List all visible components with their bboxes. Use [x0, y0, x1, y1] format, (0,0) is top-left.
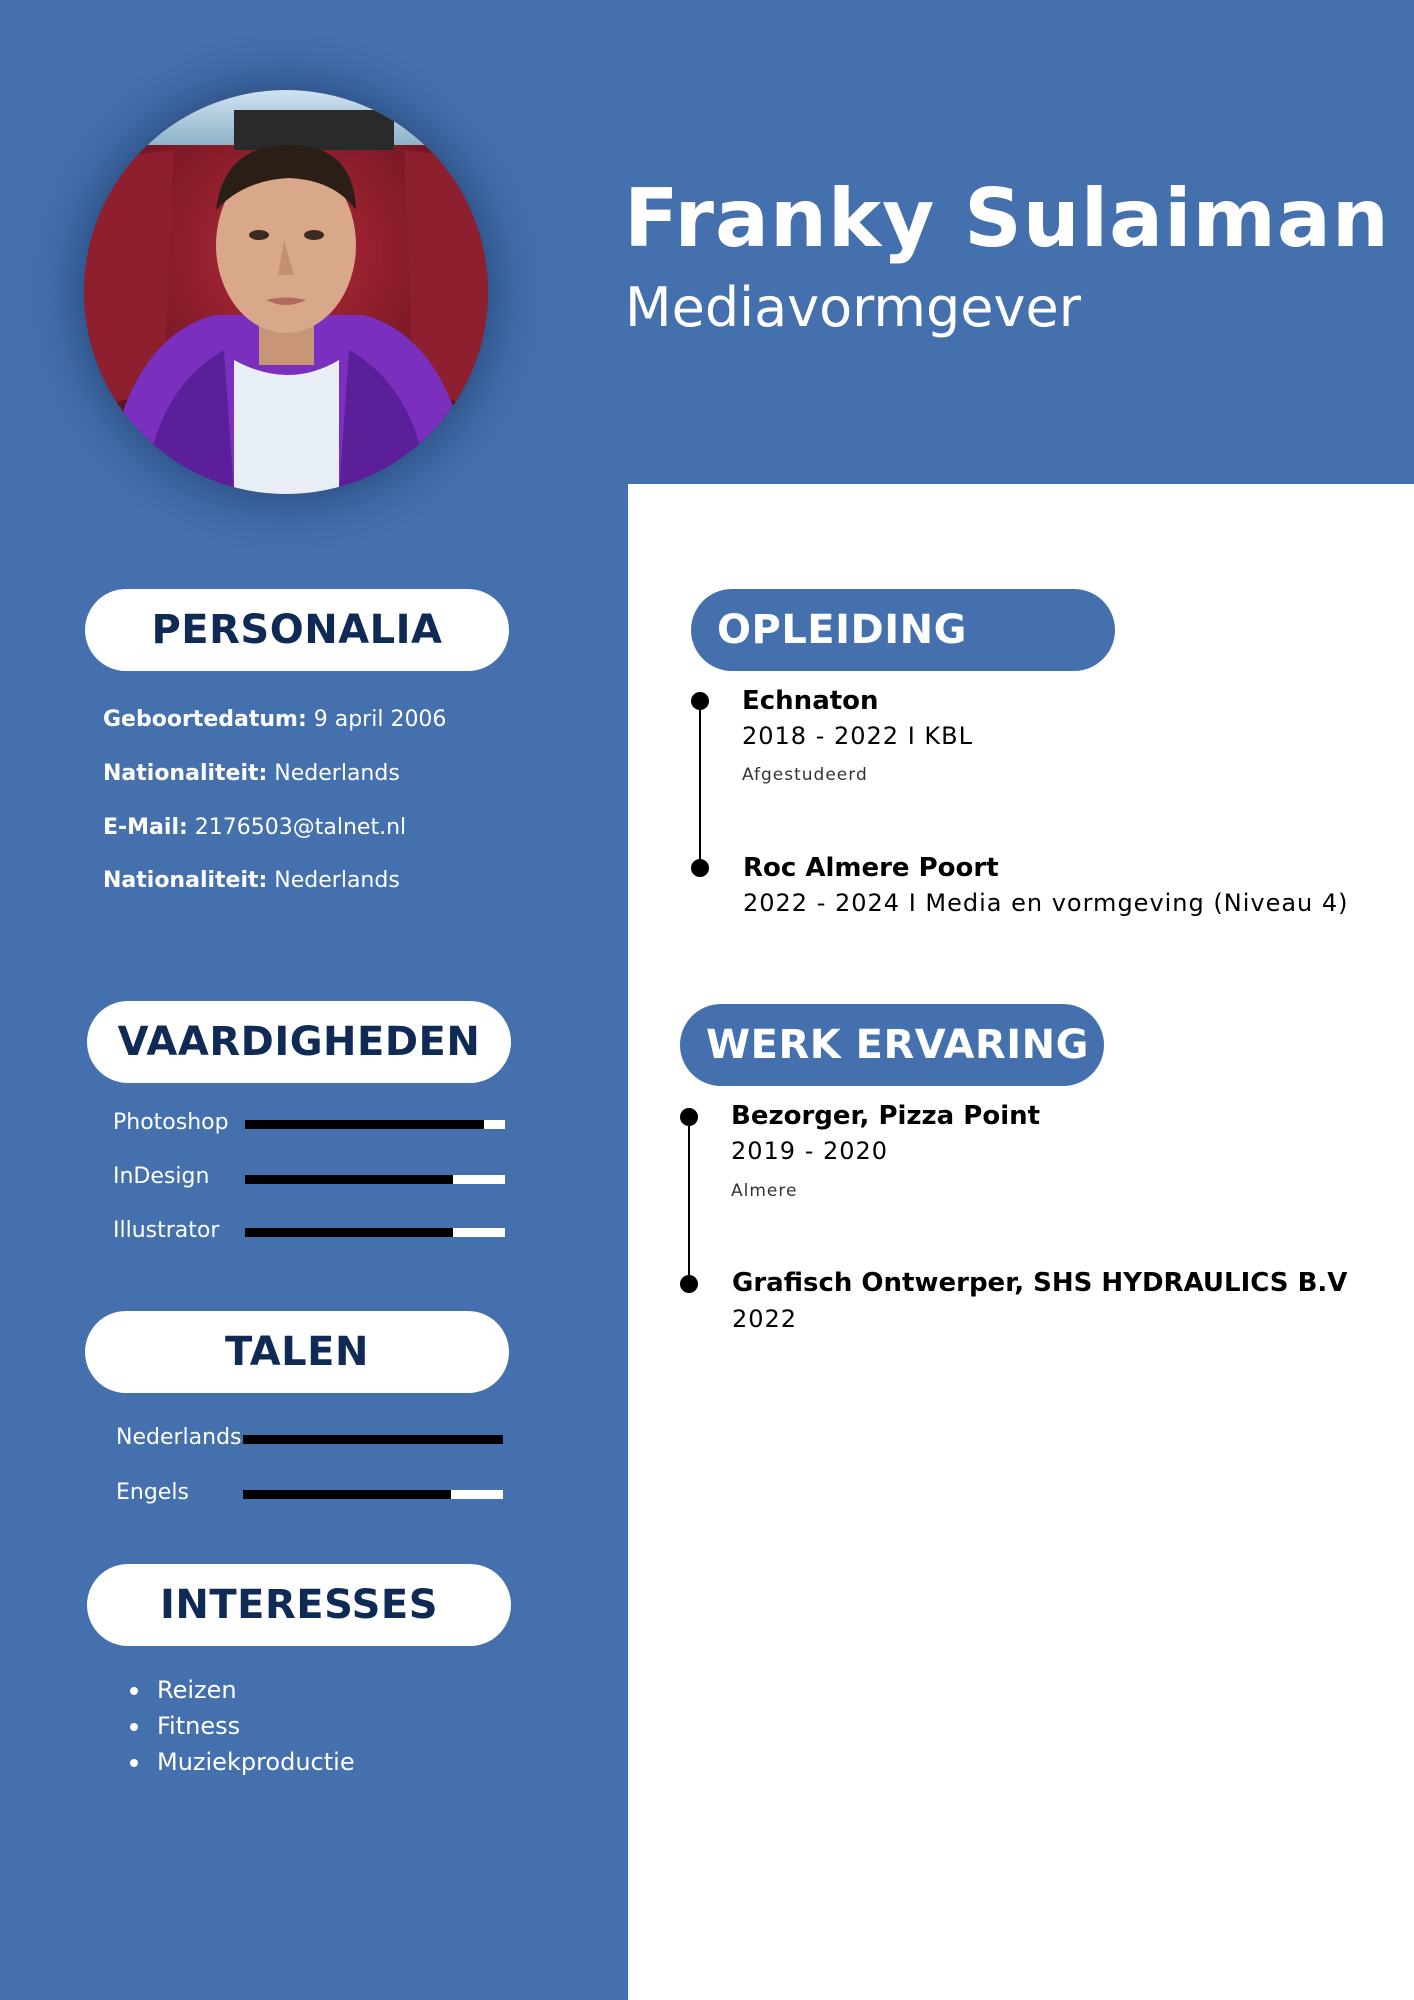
bullet-icon [130, 1759, 138, 1767]
skill-bar-fill [245, 1175, 453, 1184]
timeline-line [688, 1117, 690, 1284]
list-item [130, 1708, 355, 1744]
candidate-name: Franky Sulaiman [624, 172, 1390, 265]
timeline-dot [691, 692, 709, 710]
work-note: Almere [731, 1181, 798, 1201]
info-label: Geboortedatum: [103, 707, 307, 732]
work-title: Grafisch Ontwerper, SHS HYDRAULICS B.V [732, 1268, 1348, 1298]
work-period: 2022 [732, 1305, 798, 1333]
list-item [130, 1672, 355, 1708]
education-note: Afgestudeerd [742, 765, 868, 785]
skill-label: Illustrator [113, 1218, 220, 1243]
interest-label: Reizen [157, 1676, 237, 1704]
language-bar-fill [243, 1435, 503, 1444]
language-bar [243, 1490, 503, 1499]
skill-bar-fill [245, 1120, 484, 1129]
profile-photo [84, 90, 488, 494]
interest-label: Fitness [157, 1712, 241, 1740]
timeline-dot [680, 1275, 698, 1293]
info-value: 2176503@talnet.nl [187, 815, 407, 840]
interests-list [130, 1672, 355, 1780]
education-heading: OPLEIDING [691, 589, 1115, 671]
education-title: Roc Almere Poort [743, 853, 999, 883]
education-period: 2018 - 2022 I KBL [742, 722, 973, 750]
info-value: Nederlands [267, 761, 400, 786]
interests-heading: INTERESSES [87, 1564, 511, 1646]
info-label: E-Mail: [103, 815, 188, 840]
candidate-role: Mediavormgever [625, 276, 1081, 339]
info-value: Nederlands [267, 868, 400, 893]
list-item [130, 1744, 355, 1780]
info-row-email [103, 815, 406, 840]
language-bar [243, 1435, 503, 1444]
work-period: 2019 - 2020 [731, 1137, 889, 1165]
education-period: 2022 - 2024 I Media en vormgeving (Niveau 4) [743, 889, 1349, 917]
info-label: Nationaliteit: [103, 868, 268, 893]
personalia-heading: PERSONALIA [85, 589, 509, 671]
work-title: Bezorger, Pizza Point [731, 1101, 1041, 1131]
skill-label: InDesign [113, 1164, 210, 1189]
timeline-dot [691, 859, 709, 877]
work-heading: WERK ERVARING [680, 1004, 1104, 1086]
language-label: Nederlands [116, 1425, 242, 1450]
languages-heading: TALEN [85, 1311, 509, 1393]
timeline-dot [680, 1108, 698, 1126]
info-row-nationality-2 [103, 868, 400, 893]
language-bar-fill [243, 1490, 451, 1499]
education-title: Echnaton [742, 686, 879, 716]
interest-label: Muziekproductie [157, 1748, 355, 1776]
skills-heading: VAARDIGHEDEN [87, 1001, 511, 1083]
info-label: Nationaliteit: [103, 761, 268, 786]
skill-bar [245, 1228, 505, 1237]
info-row-birthdate [103, 707, 446, 732]
skill-bar [245, 1175, 505, 1184]
info-row-nationality [103, 761, 400, 786]
language-label: Engels [116, 1480, 189, 1505]
skill-bar-fill [245, 1228, 453, 1237]
skill-bar [245, 1120, 505, 1129]
bullet-icon [130, 1723, 138, 1731]
timeline-line [699, 701, 701, 868]
bullet-icon [130, 1687, 138, 1695]
info-value: 9 april 2006 [306, 707, 447, 732]
skill-label: Photoshop [113, 1110, 229, 1135]
